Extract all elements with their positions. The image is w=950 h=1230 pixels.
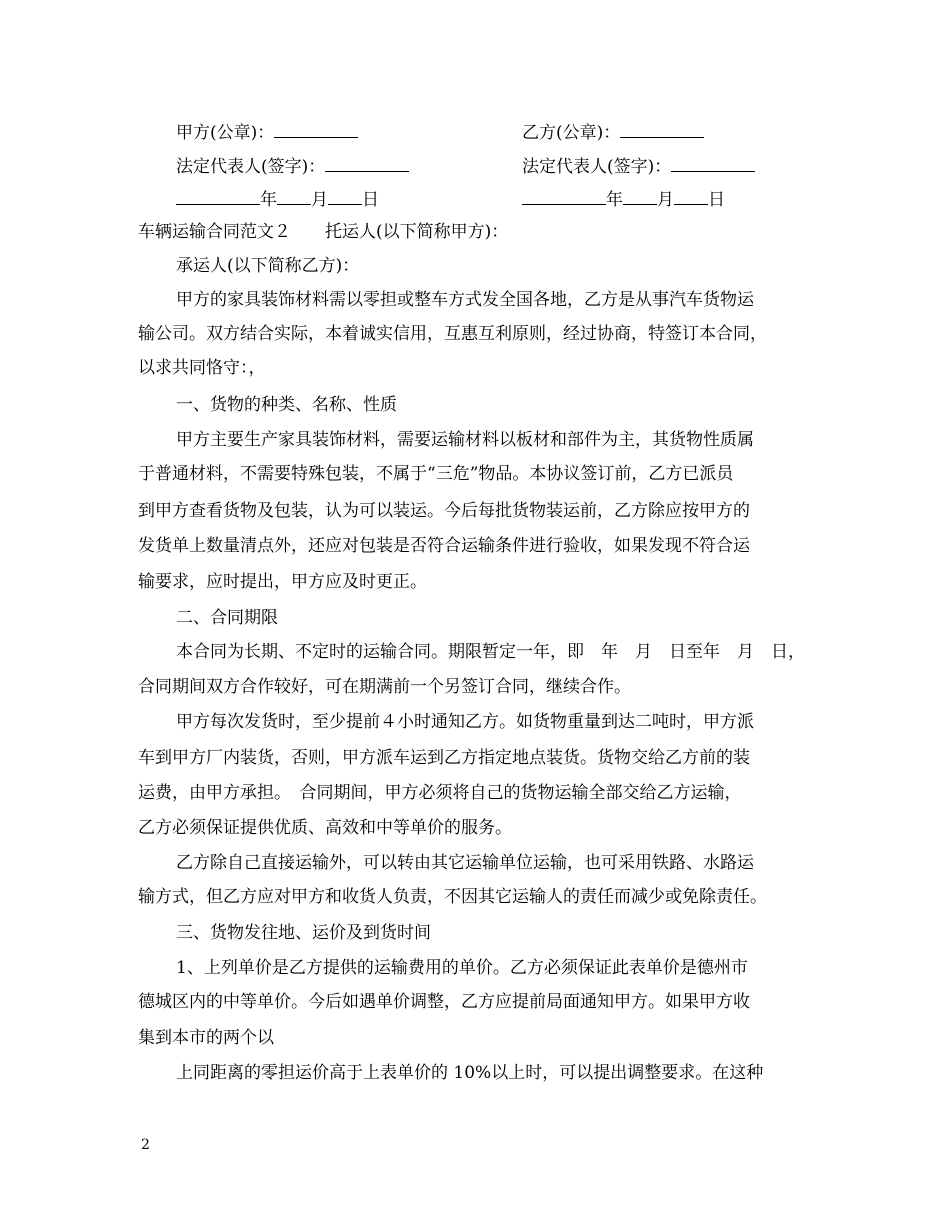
- paragraph-line: 本合同为长期、不定时的运输合同。期限暂定一年，即 年 月 日至年 月 日，: [176, 642, 805, 662]
- paragraph-line: 乙方除自己直接运输外，可以转由其它运输单位运输，也可采用铁路、水路运: [176, 853, 754, 873]
- section-heading: 一、货物的种类、名称、性质: [176, 395, 397, 415]
- party-b-month-blank: [623, 188, 657, 205]
- paragraph-line: 集到本市的两个以: [138, 1028, 274, 1048]
- party-b-year-blank: [522, 188, 606, 205]
- paragraph-line: 输方式，但乙方应对甲方和收货人负责，不因其它运输人的责任而减少或免除责任。: [138, 887, 767, 907]
- party-a-month-label: 月: [311, 190, 328, 210]
- party-b-day-blank: [674, 188, 708, 205]
- party-b-date-line: [522, 188, 725, 210]
- paragraph-line: 发货单上数量清点外，还应对包装是否符合运输条件进行验收，如果发现不符合运: [138, 536, 750, 556]
- paragraph-line: 甲方的家具装饰材料需以零担或整车方式发全国各地，乙方是从事汽车货物运: [176, 290, 754, 310]
- party-b-year-label: 年: [606, 190, 623, 210]
- paragraph-line: 以求共同恪守：，: [138, 358, 266, 378]
- party-b-seal-line: [522, 121, 704, 143]
- party-a-date-line: [176, 188, 379, 210]
- party-b-month-label: 月: [657, 190, 674, 210]
- paragraph-line: 输公司。双方结合实际，本着诚实信用，互惠互利原则，经过协商，特签订本合同，: [138, 324, 767, 344]
- party-b-seal-label: 乙方(公章)：: [522, 123, 621, 143]
- paragraph-line: 车到甲方厂内装货，否则，甲方派车运到乙方指定地点装货。货物交给乙方前的装: [138, 748, 750, 768]
- paragraph-line: 于普通材料，不需要特殊包装，不属于“三危”物品。本协议签订前，乙方已派员: [138, 464, 734, 484]
- section-title: 车辆运输合同范文２: [138, 222, 291, 242]
- party-a-day-blank: [328, 188, 362, 205]
- party-b-legal-rep-label: 法定代表人(签字)：: [522, 157, 672, 177]
- party-a-year-blank: [176, 188, 260, 205]
- section-title-line: [138, 222, 508, 242]
- party-b-legal-rep-blank: [671, 155, 755, 172]
- section-heading: 三、货物发往地、运价及到货时间: [176, 923, 431, 943]
- paragraph-line: 上同距离的零担运价高于上表单价的 10%以上时，可以提出调整要求。在这种: [176, 1063, 764, 1083]
- paragraph-line: 德城区内的中等单价。今后如遇单价调整，乙方应提前局面通知甲方。如果甲方收: [138, 992, 750, 1012]
- paragraph-line: 合同期间双方合作较好，可在期满前一个另签订合同，继续合作。: [138, 677, 631, 697]
- party-a-month-blank: [277, 188, 311, 205]
- paragraph-line: 甲方每次发货时，至少提前４小时通知乙方。如货物重量到达二吨时，甲方派: [176, 712, 754, 732]
- party-a-seal-line: [176, 121, 358, 143]
- paragraph-line: 承运人(以下简称乙方)：: [176, 256, 360, 276]
- party-a-legal-rep-label: 法定代表人(签字)：: [176, 157, 326, 177]
- paragraph-line: 甲方主要生产家具装饰材料，需要运输材料以板材和部件为主，其货物性质属: [176, 430, 754, 450]
- consignor-label: 托运人(以下简称甲方)：: [325, 222, 509, 242]
- paragraph-line: 到甲方查看货物及包装，认为可以装运。今后每批货物装运前，乙方除应按甲方的: [138, 501, 750, 521]
- party-a-day-label: 日: [362, 190, 379, 210]
- party-b-seal-blank: [620, 121, 704, 138]
- paragraph-line: 乙方必须保证提供优质、高效和中等单价的服务。: [138, 818, 512, 838]
- page-number: 2: [141, 1137, 150, 1153]
- party-b-legal-rep-line: [522, 155, 755, 177]
- party-b-day-label: 日: [708, 190, 725, 210]
- party-a-legal-rep-line: [176, 155, 409, 177]
- paragraph-line: 输要求，应时提出，甲方应及时更正。: [138, 572, 427, 592]
- section-heading: 二、合同期限: [176, 608, 278, 628]
- party-a-seal-label: 甲方(公章)：: [176, 123, 275, 143]
- party-a-seal-blank: [274, 121, 358, 138]
- party-a-legal-rep-blank: [325, 155, 409, 172]
- paragraph-line: 1、上列单价是乙方提供的运输费用的单价。乙方必须保证此表单价是德州市: [176, 958, 748, 978]
- paragraph-line: 运费，由甲方承担。 合同期间，甲方必须将自己的货物运输全部交给乙方运输，: [138, 783, 742, 803]
- party-a-year-label: 年: [260, 190, 277, 210]
